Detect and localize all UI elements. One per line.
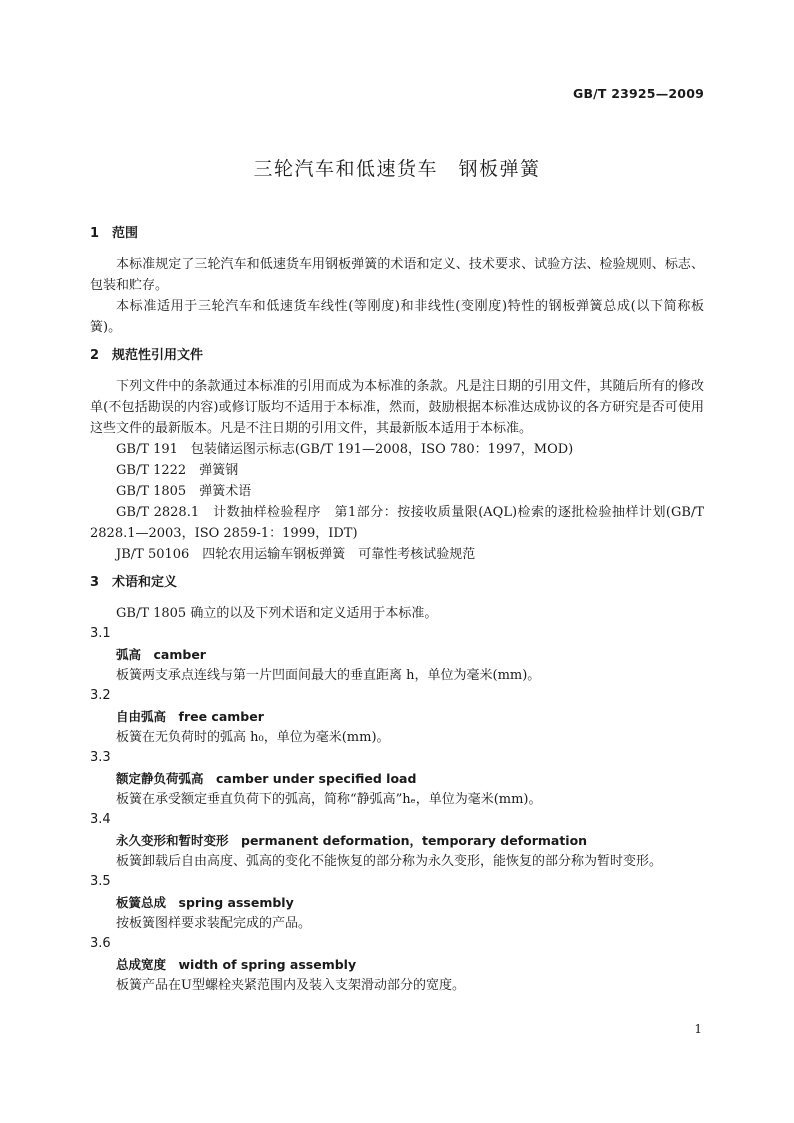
section-number: 3 (90, 575, 100, 590)
term-number: 3.1 (90, 626, 111, 641)
term-number: 3.3 (90, 750, 111, 765)
term-number: 3.2 (90, 688, 111, 703)
document-title: 三轮汽车和低速货车 钢板弹簧 (253, 158, 541, 180)
term-heading: 额定静负荷弧高 camber under specified load (116, 771, 417, 786)
page-number: 1 (694, 1022, 702, 1036)
term-entry (90, 748, 704, 810)
term-entry (90, 686, 704, 748)
reference-item: GB/T 1222 弹簧钢 (116, 463, 239, 478)
section-heading-terms-definitions (90, 573, 704, 593)
section-title: 规范性引用文件 (112, 348, 204, 363)
term-number: 3.4 (90, 812, 111, 827)
term-number: 3.5 (90, 874, 111, 889)
section-title: 术语和定义 (112, 575, 178, 590)
term-heading: 总成宽度 width of spring assembly (116, 957, 357, 972)
paragraph: 本标准适用于三轮汽车和低速货车线性(等刚度)和非线性(变刚度)特性的钢板弹簧总成(以下简称板簧)。 (90, 299, 704, 335)
section-heading-normative-references (90, 346, 704, 366)
term-entry (90, 872, 704, 934)
reference-item: GB/T 2828.1 计数抽样检验程序 第1部分：按接收质量限(AQL)检索的逐批检验抽样计划(GB/T 2828.1—2003，ISO 2859-1：1999，IDT) (90, 505, 704, 541)
paragraph: GB/T 1805 确立的以及下列术语和定义适用于本标准。 (116, 606, 438, 621)
term-definition: 板簧两支承点连线与第一片凹面间最大的垂直距离 h，单位为毫米(mm)。 (116, 668, 541, 683)
section-number: 2 (90, 348, 100, 363)
term-entry (90, 624, 704, 686)
term-entry (90, 934, 704, 996)
term-definition: 板簧产品在U型螺栓夹紧范围内及装入支架滑动部分的宽度。 (116, 978, 465, 993)
term-entry (90, 810, 704, 872)
term-heading: 板簧总成 spring assembly (116, 895, 294, 910)
term-heading: 弧高 camber (116, 647, 206, 662)
section-title: 范围 (112, 226, 139, 241)
standard-number: GB/T 23925—2009 (572, 86, 704, 101)
reference-item: GB/T 191 包装储运图示标志(GB/T 191—2008，ISO 780：1997，MOD) (116, 442, 574, 457)
term-definition: 按板簧图样要求装配完成的产品。 (116, 916, 312, 931)
reference-item: GB/T 1805 弹簧术语 (116, 484, 252, 499)
term-number: 3.6 (90, 936, 111, 951)
reference-item: JB/T 50106 四轮农用运输车钢板弹簧 可靠性考核试验规范 (116, 547, 476, 562)
term-heading: 自由弧高 free camber (116, 709, 264, 724)
term-definition: 板簧在无负荷时的弧高 h₀，单位为毫米(mm)。 (116, 730, 390, 745)
paragraph: 下列文件中的条款通过本标准的引用而成为本标准的条款。凡是注日期的引用文件，其随后所有的修改单(不包括勘误的内容)或修订版均不适用于本标准，然而，鼓励根据本标准达成协议的各方研究是否可使用这些文件的最新版本。凡是不注日期的引用文件，其最新版本适用于本标准。 (90, 379, 704, 436)
paragraph: 本标准规定了三轮汽车和低速货车用钢板弹簧的术语和定义、技术要求、试验方法、检验规则、标志、包装和贮存。 (90, 257, 704, 293)
section-number: 1 (90, 226, 100, 241)
term-heading: 永久变形和暂时变形 permanent deformation，temporary deformation (116, 833, 588, 848)
term-definition: 板簧在承受额定垂直负荷下的弧高，简称“静弧高”hₑ，单位为毫米(mm)。 (116, 792, 542, 807)
term-definition: 板簧卸载后自由高度、弧高的变化不能恢复的部分称为永久变形，能恢复的部分称为暂时变形。 (116, 854, 663, 869)
document-body (90, 224, 704, 996)
section-heading-scope (90, 224, 704, 244)
